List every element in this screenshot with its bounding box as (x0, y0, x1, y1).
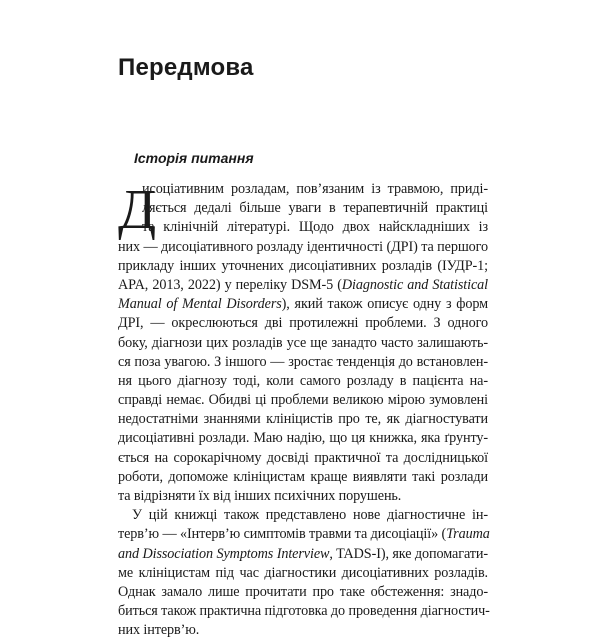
italic-text: Diagnostic and Statistical (341, 276, 489, 293)
text-run: терв’ю — «Інтерв’ю симптомів травми та дисоціації» ( (118, 526, 447, 543)
text-line (118, 238, 488, 257)
text-line (118, 353, 488, 372)
text-run: , TADS-I), яке допомагати- (329, 545, 489, 562)
text-line (118, 314, 488, 333)
text-line (118, 391, 488, 410)
body-text (118, 180, 488, 641)
text-run: ляється дедалі більше уваги в терапевтичній практиці (142, 200, 488, 217)
text-run: прикладу інших уточнених дисоціативних розладів (ІУДР-1; (118, 257, 488, 274)
text-run: исоціативним розладам, пов’язаним із травмою, приді- (142, 181, 488, 197)
text-run: APA, 2013, 2022) у переліку DSM-5 ( (118, 276, 342, 293)
text-run: У цій книжці також представлено нове діагностичне ін- (132, 507, 488, 524)
text-line (118, 449, 488, 468)
text-line (118, 545, 488, 564)
text-line (118, 429, 488, 448)
text-line (118, 621, 488, 640)
text-line (118, 525, 488, 544)
text-line (118, 468, 488, 487)
section-heading: Історія питання (134, 150, 254, 166)
text-run: биться також практична підготовка до проведення діагностич- (118, 603, 490, 620)
italic-text: Trauma (446, 526, 490, 543)
text-run: ся поза увагою. З іншого — зростає тенденція до встановлен- (118, 353, 488, 370)
text-run: ), який також описує одну з форм (281, 296, 488, 313)
text-line (118, 583, 488, 602)
text-line (118, 564, 488, 583)
text-run: та відрізняти їх від інших психічних порушень. (118, 488, 402, 504)
italic-text: Manual of Mental Disorders (118, 296, 282, 313)
paragraph-2 (118, 506, 488, 640)
text-run: ється на сорокарічному досвіді практичної та дослідницької (118, 449, 488, 466)
text-line (118, 487, 488, 506)
text-run: роботи, допоможе клініцистам краще виявляти такі розлади (118, 468, 488, 485)
text-run: ме клініцистам під час діагностики дисоціативних розладів. (118, 564, 488, 581)
text-run: боку, діагнози цих розладів усе ще занадто часто залишають- (118, 334, 488, 351)
text-line (118, 218, 488, 237)
text-line (118, 334, 488, 353)
text-line (118, 506, 488, 525)
text-run: Однак замало лише прочитати про таке обстеження: знадо- (118, 583, 488, 600)
text-line (118, 295, 488, 314)
text-run: ДРІ, — окреслюються дві протилежні проблеми. З одного (118, 315, 488, 332)
text-line (118, 410, 488, 429)
text-run: дисоціативні розлади. Маю надію, що ця книжка, яка ґрунту- (118, 430, 488, 447)
text-line (118, 199, 488, 218)
text-run: ня цього діагнозу тоді, коли самого розладу в пацієнта на- (118, 372, 488, 389)
italic-text: and Dissociation Symptoms Interview (118, 545, 330, 562)
paragraph-1 (118, 180, 488, 506)
text-run: недостатніми знаннями клініцистів про те, як діагностувати (118, 411, 488, 428)
drop-cap: Д (118, 179, 157, 241)
text-run: них інтерв’ю. (118, 622, 200, 639)
text-line (118, 372, 488, 391)
text-line (118, 276, 488, 295)
text-line (118, 602, 488, 621)
page-title: Передмова (118, 54, 254, 81)
text-run: них — дисоціативного розладу ідентичності (ДРІ) та першого (118, 238, 488, 255)
text-run: справді немає. Обидві ці проблеми великою мірою зумовлені (118, 392, 488, 409)
text-run: та клінічній літературі. Щодо двох найскладніших із (142, 219, 488, 236)
text-line (118, 180, 488, 199)
text-line (118, 257, 488, 276)
